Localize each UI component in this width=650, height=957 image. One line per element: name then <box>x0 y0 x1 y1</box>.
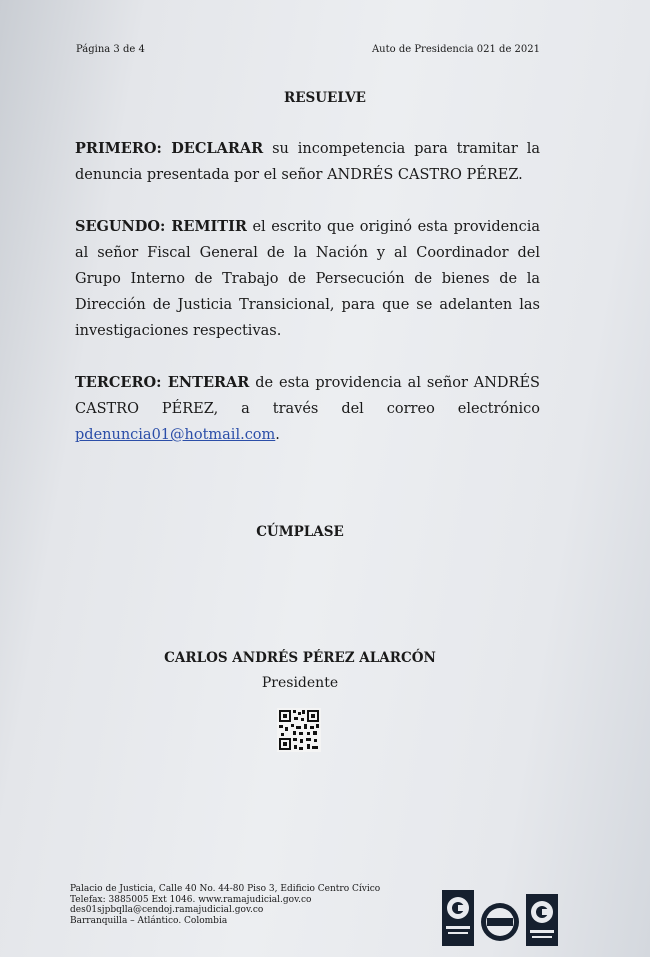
primero-lead: PRIMERO: DECLARAR <box>75 140 264 157</box>
paragraph-tercero <box>75 370 540 448</box>
segundo-text: el escrito que originó esta providencia al señor Fiscal General de la Nación y al Coordinador del Grupo Interno de Trabajo de Persecución de bienes de la Dirección de Justicia Transicional, para que se adelanten las investigaciones respectivas. <box>75 219 540 339</box>
section-title: RESUELVE <box>284 90 366 106</box>
segundo-lead: SEGUNDO: REMITIR <box>75 218 247 235</box>
tercero-text: de esta providencia al señor ANDRÉS CASTRO PÉREZ, a través del correo electrónico <box>75 375 540 417</box>
footer-line-city: Barranquilla – Atlántico. Colombia <box>70 915 228 926</box>
footer-address <box>70 884 380 926</box>
document-reference: Auto de Presidencia 021 de 2021 <box>371 44 540 55</box>
tercero-lead: TERCERO: ENTERAR <box>75 374 250 391</box>
paragraph-segundo <box>75 214 540 344</box>
footer-line-address: Palacio de Justicia, Calle 40 No. 44-80 Piso 3, Edificio Centro Cívico <box>70 884 381 894</box>
signatory-role: Presidente <box>261 675 339 691</box>
tercero-end: . <box>275 427 280 443</box>
page-number: Página 3 de 4 <box>76 44 145 55</box>
footer-line-email: des01sjpbqlla@cendoj.ramajudicial.gov.co <box>70 905 264 915</box>
primero-text: su incompetencia para tramitar la denuncia presentada por el señor ANDRÉS CASTRO PÉREZ. <box>75 141 540 183</box>
certification-logos-icon <box>440 886 560 952</box>
paragraph-primero <box>75 136 540 188</box>
qr-code-icon <box>277 708 321 752</box>
email-link[interactable]: pdenuncia01@hotmail.com <box>75 427 276 443</box>
signatory-name: CARLOS ANDRÉS PÉREZ ALARCÓN <box>164 650 436 666</box>
footer-line-phone: Telefax: 3885005 Ext 1046. www.ramajudicial.gov.co <box>70 894 312 905</box>
closing-word: CÚMPLASE <box>256 524 344 540</box>
